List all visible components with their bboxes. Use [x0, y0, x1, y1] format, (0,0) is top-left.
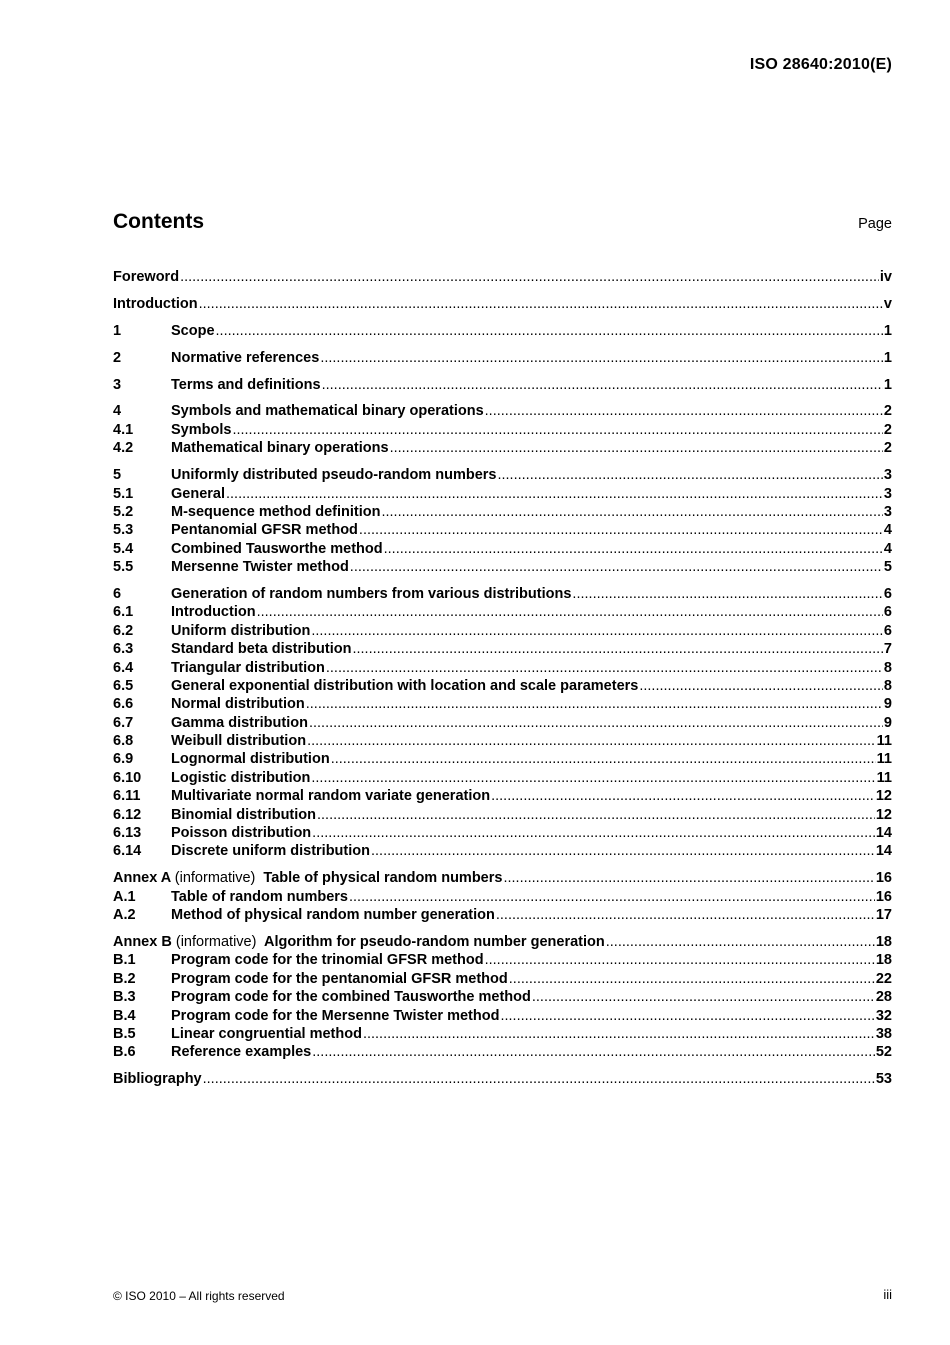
- toc-entry-page: 12: [875, 788, 892, 805]
- toc-entry-annex-title: [113, 934, 605, 950]
- toc-dot-leader: [203, 1071, 875, 1087]
- toc-dot-leader: [226, 486, 883, 502]
- toc-dot-leader: [320, 350, 883, 366]
- toc-entry[interactable]: [113, 604, 892, 622]
- toc-entry-title: Multivariate normal random variate generation: [171, 788, 491, 805]
- toc-entry[interactable]: [113, 715, 892, 733]
- toc-entry[interactable]: [113, 1008, 892, 1026]
- toc-entry-title: Scope: [171, 322, 215, 339]
- toc-entry-number: B.6: [113, 1044, 136, 1061]
- toc-entry-number: 4.1: [113, 421, 134, 438]
- toc-entry-title: Lognormal distribution: [171, 751, 330, 768]
- toc-entry-title: Mathematical binary operations: [171, 440, 389, 457]
- toc-entry[interactable]: [113, 1071, 892, 1089]
- toc-entry-number: A.1: [113, 888, 136, 905]
- toc-entry-page: 53: [875, 1071, 892, 1088]
- toc-entry-page: 38: [875, 1025, 892, 1042]
- toc-entry[interactable]: [113, 486, 892, 504]
- toc-entry-title: Binomial distribution: [171, 806, 316, 823]
- toc-entry[interactable]: [113, 751, 892, 769]
- toc-dot-leader: [485, 952, 875, 968]
- toc-entry-page: 11: [876, 733, 892, 750]
- toc-entry[interactable]: [113, 522, 892, 540]
- toc-entry-number: B.2: [113, 970, 136, 987]
- toc-entry-page: 28: [875, 989, 892, 1006]
- toc-entry-title: Linear congruential method: [171, 1025, 362, 1042]
- toc-entry[interactable]: [113, 403, 892, 421]
- toc-entry-page: 14: [875, 825, 892, 842]
- toc-dot-leader: [572, 586, 883, 602]
- toc-annex-label: Annex A: [113, 870, 171, 887]
- toc-group: [113, 870, 892, 925]
- toc-entry[interactable]: [113, 350, 892, 368]
- toc-dot-leader: [322, 377, 883, 393]
- toc-dot-leader: [311, 770, 875, 786]
- toc-entry[interactable]: [113, 623, 892, 641]
- toc-entry-page: 4: [883, 540, 892, 557]
- toc-entry-number: 2: [113, 349, 122, 366]
- toc-dot-leader: [390, 440, 883, 456]
- toc-entry-number: 5: [113, 467, 122, 484]
- toc-entry-title: Logistic distribution: [171, 769, 311, 786]
- toc-dot-leader: [497, 467, 882, 483]
- toc-entry-title: Uniformly distributed pseudo-random numbers: [171, 467, 497, 484]
- toc-entry-number: B.4: [113, 1007, 136, 1024]
- toc-dot-leader: [639, 678, 883, 694]
- toc-entry-number: 6.4: [113, 659, 134, 676]
- toc-entry-number: 6.5: [113, 677, 134, 694]
- toc-entry-title: Program code for the pentanomial GFSR method: [171, 970, 508, 987]
- toc-entry[interactable]: [113, 269, 892, 287]
- toc-entry[interactable]: [113, 422, 892, 440]
- toc-entry-page: 22: [875, 970, 892, 987]
- toc-entry-page: iv: [879, 269, 892, 285]
- toc-dot-leader: [384, 541, 883, 557]
- toc-entry[interactable]: [113, 440, 892, 458]
- toc-entry-title: Foreword: [113, 269, 180, 285]
- toc-dot-leader: [326, 660, 883, 676]
- toc-entry[interactable]: [113, 934, 892, 952]
- toc-entry-page: 11: [876, 769, 892, 786]
- toc-entry-page: 9: [883, 696, 892, 713]
- toc-dot-leader: [532, 989, 875, 1005]
- toc-entry[interactable]: [113, 660, 892, 678]
- toc-entry-page: 3: [883, 467, 892, 484]
- toc-entry-number: B.3: [113, 989, 136, 1006]
- toc-entry-page: 18: [875, 952, 892, 969]
- toc-dot-leader: [359, 522, 883, 538]
- toc-entry-page: 14: [875, 843, 892, 860]
- toc-entry-title: Program code for the combined Tausworthe method: [171, 989, 531, 1006]
- toc-entry-number: 6.7: [113, 714, 134, 731]
- toc-entry-number: 6: [113, 585, 122, 602]
- toc-entry-page: v: [883, 295, 892, 312]
- toc-entry[interactable]: [113, 733, 892, 751]
- footer-page-number: iii: [883, 1287, 892, 1302]
- toc-entry[interactable]: [113, 678, 892, 696]
- toc-entry-title: M-sequence method definition: [171, 503, 381, 520]
- toc-entry-title: Terms and definitions: [171, 376, 321, 393]
- toc-entry-number: 1: [113, 322, 122, 339]
- toc-dot-leader: [363, 1026, 875, 1042]
- toc-entry-page: 6: [883, 622, 892, 639]
- toc-entry-title: Pentanomial GFSR method: [171, 522, 358, 539]
- toc-dot-leader: [307, 733, 876, 749]
- toc-entry[interactable]: [113, 296, 892, 314]
- toc-entry[interactable]: [113, 504, 892, 522]
- toc-entry-number: 6.13: [113, 825, 142, 842]
- toc-dot-leader: [216, 323, 883, 339]
- toc-entry-title: Introduction: [171, 604, 256, 621]
- toc-dot-leader: [312, 1044, 875, 1060]
- toc-entry[interactable]: [113, 952, 892, 970]
- toc-entry-page: 9: [883, 714, 892, 731]
- toc-entry-title: Bibliography: [113, 1071, 202, 1088]
- toc-entry-title: Introduction: [113, 295, 198, 312]
- toc-entry[interactable]: [113, 641, 892, 659]
- toc-dot-leader: [312, 825, 875, 841]
- toc-entry-number: B.1: [113, 952, 136, 969]
- toc-entry-page: 2: [883, 403, 892, 420]
- toc-annex-info: (informative): [174, 870, 256, 887]
- toc-entry-page: 7: [883, 641, 892, 658]
- toc-entry-number: 3: [113, 376, 122, 393]
- toc-entry-page: 32: [875, 1007, 892, 1024]
- toc-entry-page: 1: [883, 349, 892, 366]
- toc-entry[interactable]: [113, 788, 892, 806]
- toc-dot-leader: [306, 696, 883, 712]
- toc-entry-number: 5.1: [113, 485, 134, 502]
- toc-dot-leader: [309, 715, 883, 731]
- toc-dot-leader: [606, 934, 875, 950]
- toc-dot-leader: [350, 559, 883, 575]
- toc-group: [113, 269, 892, 287]
- toc-dot-leader: [317, 807, 875, 823]
- toc-entry-number: 6.11: [113, 788, 141, 805]
- toc-entry-title: Generation of random numbers from various distributions: [171, 585, 572, 602]
- toc-entry-number: 5.2: [113, 503, 134, 520]
- toc-entry-title: Gamma distribution: [171, 714, 308, 731]
- toc-entry-page: 12: [875, 806, 892, 823]
- toc-entry-number: 6.6: [113, 696, 134, 713]
- toc-dot-leader: [349, 889, 875, 905]
- toc-group: [113, 1071, 892, 1089]
- toc-entry[interactable]: [113, 971, 892, 989]
- toc-entry-page: 1: [883, 322, 892, 339]
- toc-dot-leader: [503, 870, 874, 886]
- toc-entry-page: 6: [883, 604, 892, 621]
- toc-dot-leader: [232, 422, 882, 438]
- toc-entry-page: 18: [875, 934, 892, 950]
- toc-annex-info: (informative): [175, 934, 257, 950]
- toc-entry[interactable]: [113, 541, 892, 559]
- toc-group: [113, 296, 892, 314]
- toc-dot-leader: [381, 504, 882, 520]
- toc-entry[interactable]: [113, 559, 892, 577]
- toc-dot-leader: [491, 788, 875, 804]
- toc-group: [113, 403, 892, 458]
- toc-entry-number: 6.10: [113, 769, 142, 786]
- toc-entry-page: 3: [883, 503, 892, 520]
- toc-entry-number: 6.8: [113, 733, 134, 750]
- toc-entry-number: 5.3: [113, 522, 134, 539]
- toc-entry-title: Poisson distribution: [171, 825, 312, 842]
- toc-entry[interactable]: [113, 586, 892, 604]
- toc-entry-title: Discrete uniform distribution: [171, 843, 370, 860]
- toc-entry[interactable]: [113, 825, 892, 843]
- footer-copyright: © ISO 2010 – All rights reserved: [113, 1289, 285, 1303]
- toc-entry-title: Table of physical random numbers: [263, 870, 503, 887]
- toc-entry-page: 4: [883, 522, 892, 539]
- toc-entry[interactable]: [113, 1026, 892, 1044]
- toc-entry-number: 6.3: [113, 641, 134, 658]
- toc-dot-leader: [352, 641, 882, 657]
- toc-entry-title: Algorithm for pseudo-random number generation: [263, 934, 605, 950]
- toc-entry-title: Standard beta distribution: [171, 641, 352, 658]
- toc-dot-leader: [180, 269, 879, 285]
- toc-entry-page: 5: [883, 559, 892, 576]
- toc-entry-number: A.2: [113, 907, 136, 924]
- toc-entry-number: B.5: [113, 1025, 136, 1042]
- toc-entry-page: 52: [875, 1044, 892, 1061]
- toc-entry[interactable]: [113, 770, 892, 788]
- toc-entry-title: Symbols and mathematical binary operations: [171, 403, 484, 420]
- toc-dot-leader: [199, 296, 883, 312]
- table-of-contents: [113, 269, 892, 1098]
- toc-entry[interactable]: [113, 1044, 892, 1062]
- toc-entry-page: 2: [883, 421, 892, 438]
- toc-entry-title: Table of random numbers: [171, 888, 348, 905]
- toc-dot-leader: [257, 604, 883, 620]
- page-column-label: Page: [858, 216, 892, 232]
- toc-entry-page: 11: [876, 751, 892, 768]
- toc-entry-page: 3: [883, 485, 892, 502]
- toc-entry-page: 8: [883, 659, 892, 676]
- toc-entry-title: Mersenne Twister method: [171, 559, 349, 576]
- toc-entry-number: 6.2: [113, 622, 134, 639]
- toc-entry[interactable]: [113, 989, 892, 1007]
- toc-entry-title: Method of physical random number generation: [171, 907, 495, 924]
- toc-entry[interactable]: [113, 889, 892, 907]
- toc-entry-title: Combined Tausworthe method: [171, 540, 383, 557]
- toc-entry-number: 6.1: [113, 604, 134, 621]
- toc-entry-number: 6.14: [113, 843, 142, 860]
- toc-entry-title: Program code for the Mersenne Twister method: [171, 1007, 500, 1024]
- toc-entry-page: 8: [883, 677, 892, 694]
- toc-entry-title: Weibull distribution: [171, 733, 307, 750]
- toc-entry-title: Triangular distribution: [171, 659, 325, 676]
- toc-entry-title: Program code for the trinomial GFSR method: [171, 952, 484, 969]
- toc-entry-title: General exponential distribution with location and scale parameters: [171, 677, 639, 694]
- toc-entry-number: 6.9: [113, 751, 134, 768]
- toc-entry-number: 4.2: [113, 440, 134, 457]
- toc-entry[interactable]: [113, 696, 892, 714]
- toc-entry-title: Uniform distribution: [171, 622, 311, 639]
- toc-entry-page: 2: [883, 440, 892, 457]
- toc-entry[interactable]: [113, 323, 892, 341]
- toc-entry-page: 17: [875, 907, 892, 924]
- toc-group: [113, 586, 892, 862]
- toc-group: [113, 323, 892, 341]
- toc-group: [113, 934, 892, 1063]
- toc-entry-number: 5.4: [113, 540, 134, 557]
- toc-annex-label: Annex B: [113, 934, 172, 950]
- toc-entry-page: 1: [883, 376, 892, 393]
- toc-dot-leader: [496, 907, 875, 923]
- toc-dot-leader: [311, 623, 883, 639]
- toc-entry-number: 4: [113, 403, 122, 420]
- toc-dot-leader: [485, 403, 883, 419]
- contents-heading: Contents: [113, 210, 204, 233]
- toc-entry-title: General: [171, 485, 225, 502]
- toc-entry-page: 6: [883, 585, 892, 602]
- toc-entry[interactable]: [113, 870, 892, 888]
- toc-entry[interactable]: [113, 807, 892, 825]
- toc-entry-title: Normal distribution: [171, 696, 305, 713]
- toc-entry-number: 5.5: [113, 559, 134, 576]
- document-id: ISO 28640:2010(E): [749, 56, 892, 73]
- toc-dot-leader: [331, 751, 876, 767]
- toc-entry-title: Reference examples: [171, 1044, 312, 1061]
- toc-entry[interactable]: [113, 907, 892, 925]
- toc-dot-leader: [500, 1008, 874, 1024]
- toc-entry-title: Normative references: [171, 349, 320, 366]
- toc-group: [113, 467, 892, 577]
- toc-entry-title: Symbols: [171, 421, 232, 438]
- toc-group: [113, 350, 892, 368]
- toc-entry-number: 6.12: [113, 806, 142, 823]
- toc-entry[interactable]: [113, 843, 892, 861]
- toc-dot-leader: [509, 971, 875, 987]
- toc-dot-leader: [371, 843, 875, 859]
- toc-entry-page: 16: [875, 888, 892, 905]
- toc-entry-page: 16: [875, 870, 892, 887]
- toc-entry[interactable]: [113, 467, 892, 485]
- toc-entry[interactable]: [113, 377, 892, 395]
- toc-entry-annex-title: [113, 870, 502, 886]
- toc-group: [113, 377, 892, 395]
